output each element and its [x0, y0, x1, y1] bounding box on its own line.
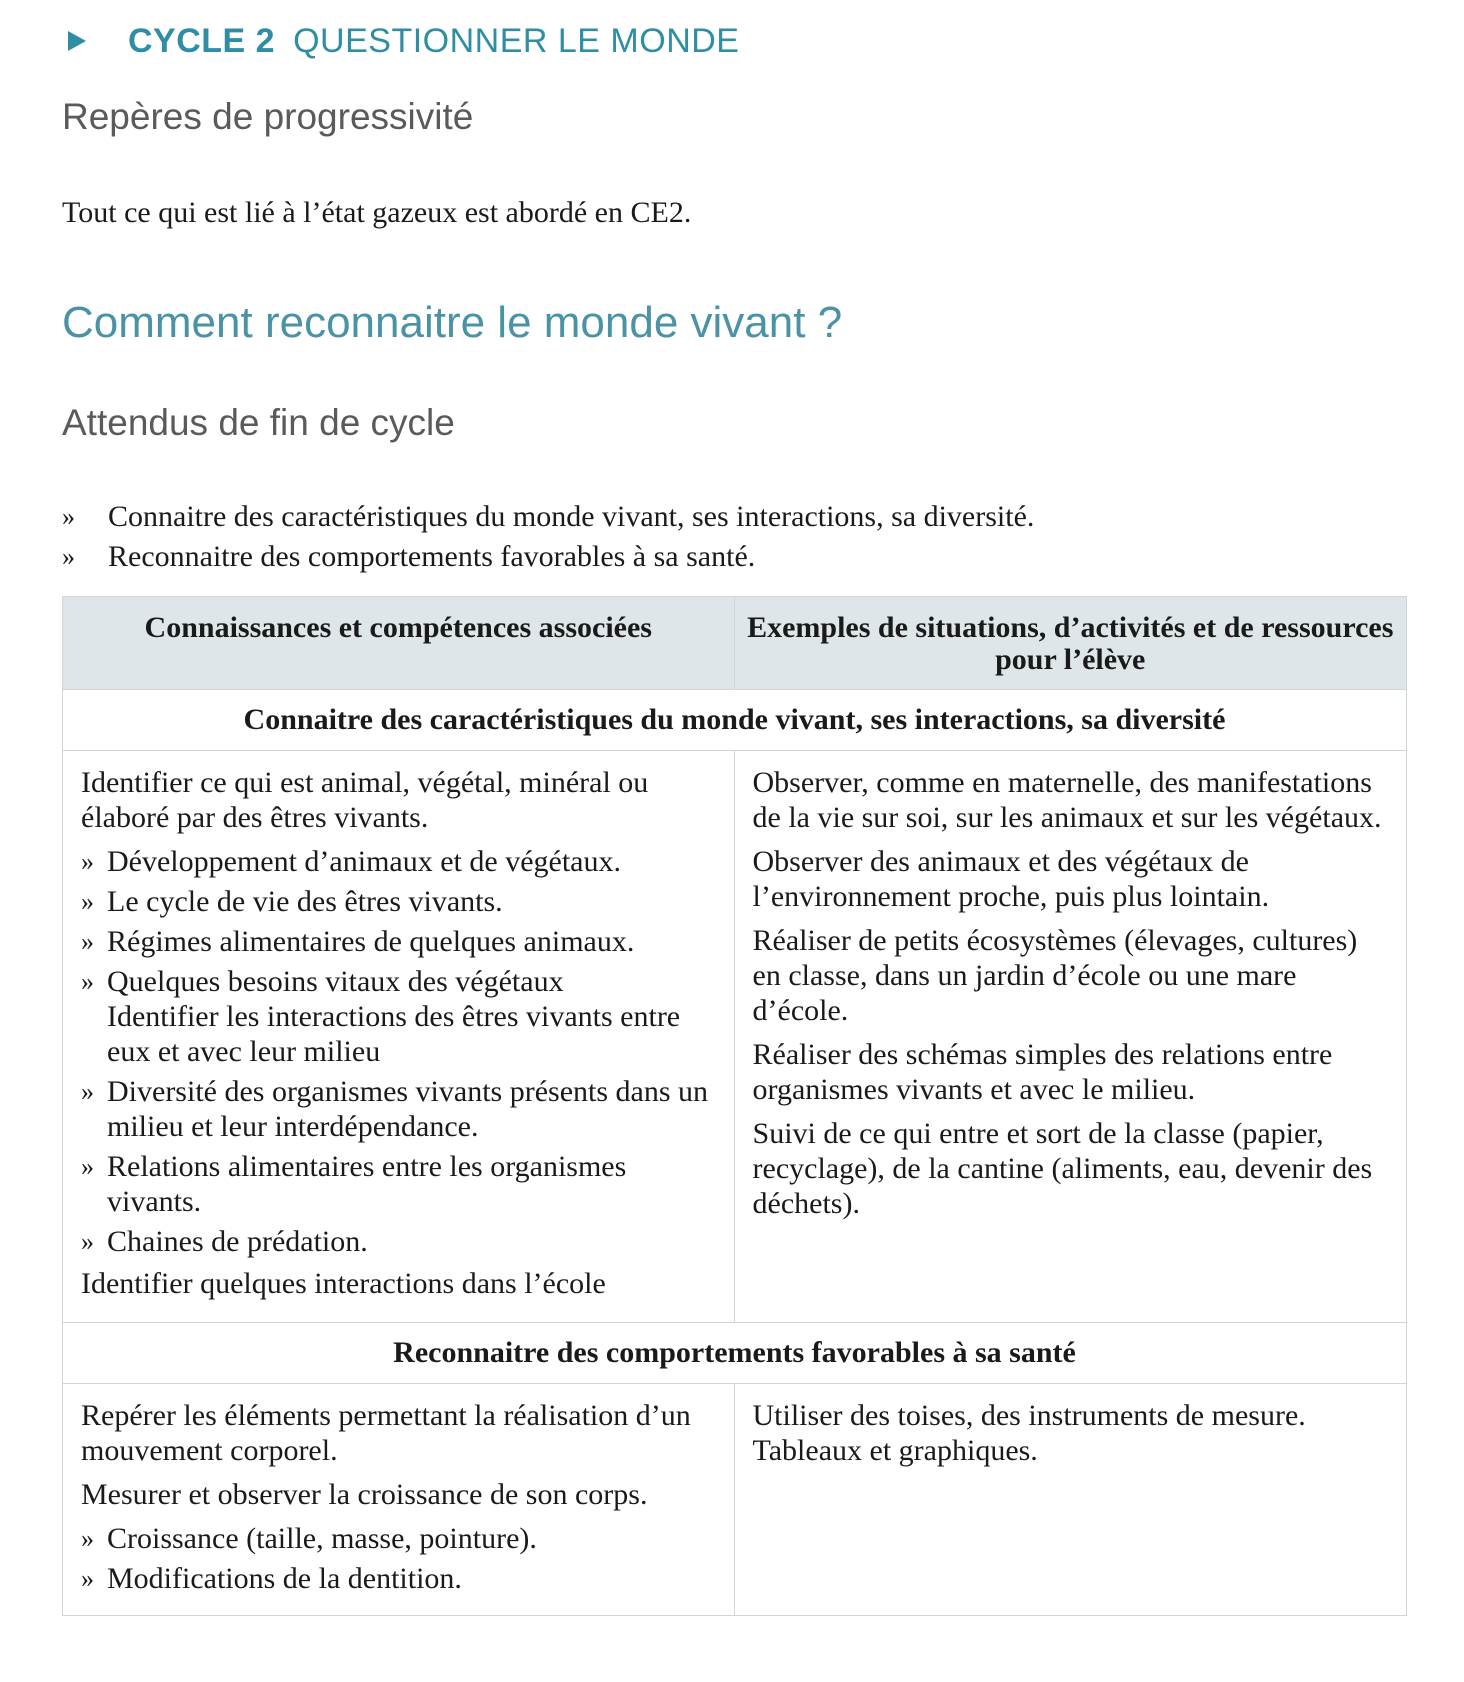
list-item: » Développement d’animaux et de végétaux.	[81, 845, 621, 878]
bullet-icon: »	[81, 967, 94, 996]
table-row	[63, 1323, 1407, 1384]
bullet-icon: »	[81, 1524, 94, 1553]
group1-left-cell: Identifier ce qui est animal, végétal, minéral ou élaboré par des êtres vivants. » Développement d’animaux et de végétaux. » Le cycle de vie des êtres vivants. » Régimes alimentaires de quelques animaux. » Quelques besoins vitaux des végétaux Identifier les interactions des êtres vivants entre eux et avec leur milieu » Diversité des organismes vivants présents dans un milieu et leur interdépendance. » Relations alimentaires entre les organismes vivants. » Chaines de prédation. Identifier quelques interactions dans l’école	[63, 751, 735, 1323]
triangle-marker-icon	[68, 31, 86, 51]
attendus-heading: Attendus de fin de cycle	[62, 402, 455, 443]
section-title: Comment reconnaitre le monde vivant ?	[62, 298, 843, 347]
list-item: » Reconnaitre des comportements favorables à sa santé.	[62, 537, 1034, 577]
list-item: » Quelques besoins vitaux des végétaux Identifier les interactions des êtres vivants entre eux et avec leur milieu	[81, 965, 681, 1068]
list-item: » Le cycle de vie des êtres vivants.	[81, 885, 503, 918]
group1-right-cell: Observer, comme en maternelle, des manifestations de la vie sur soi, sur les animaux et sur les végétaux. Observer des animaux et des végétaux de l’environnement proche, puis plus lointain. Réaliser de petits écosystèmes (élevages, cultures) en classe, dans un jardin d’école ou une mare d’école. Réaliser des schémas simples des relations entre organismes vivants et avec le milieu. Suivi de ce qui entre et sort de la classe (papier, recyclage), de la cantine (aliments, eau, devenir des déchets).	[734, 751, 1406, 1323]
col1-header: Connaissances et compétences associées	[63, 597, 735, 690]
table-row	[63, 690, 1407, 751]
bullet-icon: »	[81, 927, 94, 956]
competences-table	[62, 596, 1407, 1616]
bullet-icon: »	[62, 542, 75, 571]
subject-label: QUESTIONNER LE MONDE	[293, 21, 740, 60]
bullet-icon: »	[81, 1564, 94, 1593]
table-row	[63, 751, 1407, 1323]
bullet-icon: »	[81, 1227, 94, 1256]
cycle-label: CYCLE 2	[128, 21, 276, 60]
list-item: » Croissance (taille, masse, pointure).	[81, 1522, 537, 1555]
reperes-text: Tout ce qui est lié à l’état gazeux est abordé en CE2.	[62, 196, 692, 229]
list-item: » Relations alimentaires entre les organismes vivants.	[81, 1150, 627, 1218]
group2-title: Reconnaitre des comportements favorables à sa santé	[63, 1323, 1407, 1384]
bullet-icon: »	[62, 502, 75, 531]
table-header-row	[63, 597, 1407, 690]
bullet-icon: »	[81, 887, 94, 916]
list-item: » Connaitre des caractéristiques du monde vivant, ses interactions, sa diversité.	[62, 497, 1034, 537]
col2-header: Exemples de situations, d’activités et de ressources pour l’élève	[734, 597, 1406, 690]
group2-left-cell: Repérer les éléments permettant la réalisation d’un mouvement corporel. Mesurer et observer la croissance de son corps. » Croissance (taille, masse, pointure). » Modifications de la dentition.	[63, 1384, 735, 1616]
list-item: » Modifications de la dentition.	[81, 1562, 462, 1595]
list-item: » Chaines de prédation.	[81, 1225, 368, 1258]
bullet-icon: »	[81, 847, 94, 876]
table-row	[63, 1384, 1407, 1616]
bullet-icon: »	[81, 1152, 94, 1181]
reperes-heading: Repères de progressivité	[62, 96, 474, 137]
attendus-list	[62, 497, 1034, 577]
list-item: » Régimes alimentaires de quelques animaux.	[81, 925, 635, 958]
list-item: » Diversité des organismes vivants présents dans un milieu et leur interdépendance.	[81, 1075, 709, 1143]
group1-title: Connaitre des caractéristiques du monde vivant, ses interactions, sa diversité	[63, 690, 1407, 751]
bullet-icon: »	[81, 1077, 94, 1106]
running-header	[62, 18, 739, 64]
group2-right-cell: Utiliser des toises, des instruments de mesure. Tableaux et graphiques.	[734, 1384, 1406, 1616]
